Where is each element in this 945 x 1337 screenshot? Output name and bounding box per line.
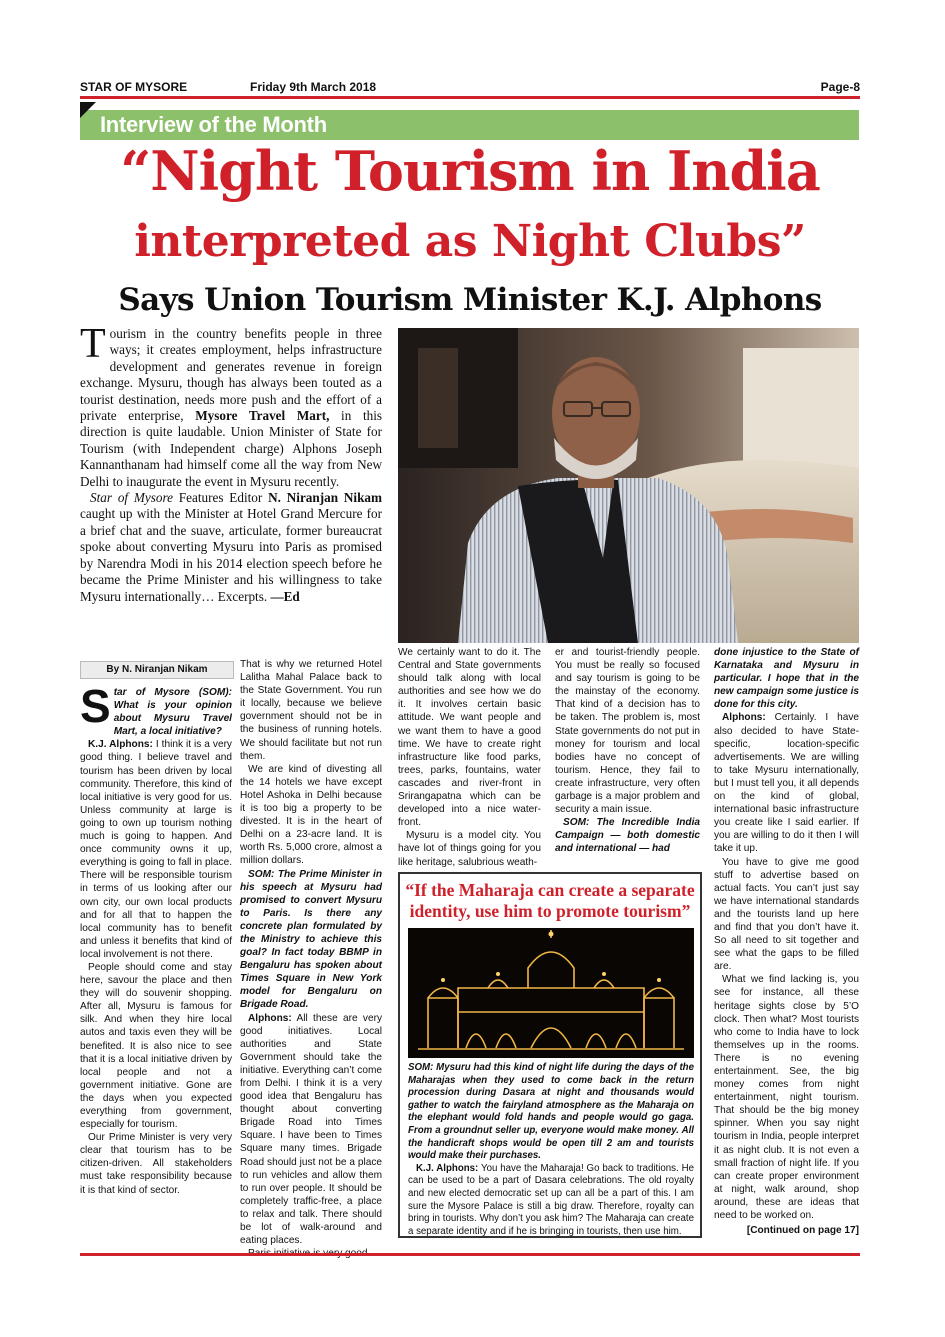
top-rule [80,96,860,99]
intro-editor-mark: —Ed [270,588,300,604]
intro-p1-text-b: in this direction is quite laudable. Union Minister of State for Tourism (with Independent charge) Alphons Joseph Kannanthanam had himself come all the way from New Delhi to inaugurate the event in Mysuru recently. [80,408,383,489]
pullout-answer-label: K.J. Alphons: [416,1162,479,1174]
intro-dropcap: T [80,321,106,367]
palace-illuminated-illustration [408,928,694,1058]
column-4-paragraph-1: er and tourist-friendly people. You must be really so focused and say tourism is going to be the mainstay of the economy. That kind of a decision has to be taken. The problem is, most State governments do not put in money for tourism and local bodies have no concept of tourism. Hence, they fail to create infrastructure, very often garbage is a major problem and security a main issue. [555,647,700,816]
pullout-box-title [400,880,700,922]
answer-3-text: Certainly. I have also decided to have State-specific, location-specific advertisements. We are willing to take Mysuru internationally, but I must tell you, it all depends on the kind of global, international basic infrastructure you create like I said earlier. If you are willing to do it then I will take it up. [714,712,859,855]
intro-p2-italic: Star of Mysore [90,490,173,506]
pullout-box-text [408,1062,694,1238]
mysore-palace-photo [408,928,694,1058]
column-1-paragraph-2: People should come and stay here, savour the place and then they will do souvenir shopping. After all, Mysuru is famous for silk. And when they hire local autos and taxis even they will be benefited. It is also nice to see that it is a local initiative driven by local people and not a government initiative. Gone are the days when you expected everything from government, especially for tourism. [80,961,232,1131]
subheadline: Says Union Tourism Minister K.J. Alphons [118,282,822,318]
intro-p2-text-b: caught up with the Minister at Hotel Grand Mercure for a brief chat and the suave, articulate, former bureaucrat spoke about converting Mysuru into Paris as promised by Narendra Modi in his 2014 election speech before he became the Prime Minister and his willingness to take Mysuru internationally… Excerpts. [80,506,382,604]
article-column-2 [240,658,382,1260]
section-banner-title: Interview of the Month [100,112,327,137]
answer-1-label: K.J. Alphons: [88,739,153,751]
column-1-dropcap: S [80,680,111,732]
intro-p2-bold: N. Niranjan Nikam [268,490,382,506]
column-4-question-3: SOM: The Incredible India Campaign — both domestic and international — had [555,817,700,855]
intro-p1-bold: Mysore Travel Mart, [195,408,330,424]
masthead-paper-name: STAR OF MYSORE [80,80,188,94]
bottom-rule [80,1253,860,1256]
intro-paragraph-1 [80,321,383,490]
article-column-3 [398,646,541,869]
column-5-paragraph-3: What we find lacking is, you see for instance, all these heritage sights close by 5’O clock. Then what? Most tourists who come to India have to lock themselves up in the rooms. There is no evening entertainment. See, the big money comes from night entertainment, night tourism. That should be the big money spinner. When you say night tourism in India, people interpret it as night club. It is not even a small fraction of night life. If you can create proper environment at night, walk around, shop around, these are ideas that need to be worked on. [714,974,859,1222]
answer-3-label: Alphons: [722,712,766,724]
intro-p2-text-a: Features Editor [172,490,269,506]
column-2-question-2: SOM: The Prime Minister in his speech at Mysuru had promised to convert Mysuru to Paris. Is there any concrete plan formulated by the Ministry to achieve this goal? In fact today BBMP in Bengaluru has spoken about Times Square in New York model for Bengaluru on Brigade Road. [240,868,382,1011]
answer-2-text: All these are very good initiatives. Local authorities and State Government should take the initiative. Everything can’t come from Delhi. I think it is a very good idea that Bengaluru has thought about converting Brigade Road into Times Square. I have been to Times Square many times. Brigade Road should just not be a place to run vehicles and allow them to run over people. It should be completely traffic-free, a place to relax and talk. There should be lot of walk-around and eating places. [240,1012,382,1247]
pullout-question: SOM: Mysuru had this kind of night life during the days of the Maharajas when they used to come back in the return procession during Dasara at night and thousands would gather to watch the fairyland atmosphere as the Maharaja on the elephant would fold hands and people would go gaga. From a groundnut seller up, everyone would make money. All the handicraft shops would be open till 2 am and tourists would make their purchases. [408,1062,694,1162]
masthead-page-number: Page-8 [820,80,860,94]
headline-line-2: interpreted as Night Clubs” [134,216,806,267]
masthead-date: Friday 9th March 2018 [250,80,377,94]
article-column-5 [714,646,859,1237]
banner-corner-mark [80,102,96,118]
pullout-title-line-2: identity, use him to promote tourism” [409,901,691,921]
column-1-question-1 [80,680,232,738]
column-3-paragraph-2: Mysuru is a model city. You have lot of things going for you like heritage, salubrious weath- [398,830,541,868]
headline-line-1: “Night Tourism in India [120,139,820,203]
article-column-1 [80,680,232,1197]
column-5-answer-3 [714,711,859,855]
masthead [80,78,860,98]
column-2-paragraph-1: That is why we returned Hotel Lalitha Mahal Palace back to the State Government. You run it locally, because we believe government should not be in the business of running hotels. We should facilitate but not run them. [240,659,382,762]
minister-photo [398,328,859,643]
intro-text [80,321,383,605]
column-1-answer-1 [80,738,232,961]
pullout-title-line-1: “If the Maharaja can create a separate [405,880,695,900]
column-5-question-3-cont: done injustice to the State of Karnataka and Mysuru in particular. I hope that in the new campaign some justice is done for this city. [714,647,859,711]
answer-1-text: I think it is a very good thing. I believe travel and tourism has been driven by local community. Therefore, this kind of local initiative is very good for us. Unless community at large is going to own up tourism nothing much is going to happen. And once community owns it up, everything is going to fall in place. There will be responsible tourism in terms of us looking after our own city, our own local products and for all that to happen the local community has to benefit and unless it benefits that kind of local involvement is not there. [80,739,232,960]
pullout-box [398,872,702,1238]
intro-paragraph-2 [80,490,382,605]
column-5-paragraph-2: You have to give me good stuff to advertise based on actual facts. You can’t just say we have international standards and the tourists land up here and find that you don’t have it. So all need to sit together and see what the gaps to be filled are. [714,856,859,973]
continued-on-page-link[interactable]: [Continued on page 17] [746,1225,859,1237]
pullout-answer-text: You have the Maharaja! Go back to traditions. He can be used to be a part of Dasara celebrations. The old royalty and new elected democratic set up can all be a part of this. I am sure the Mysore Palace is still a big draw. Therefore, royalty can bring in tourists. Why don’t you ask him? The Maharaja can create a separate identity and if he is bringing in tourists, then use him. [408,1162,695,1237]
minister-photo-illustration [398,328,859,643]
column-1-paragraph-3: Our Prime Minister is very very clear that tourism has to be citizen-driven. All stakeholders must take responsibility because it is that kind of sector. [80,1132,232,1196]
byline: By N. Niranjan Nikam [80,661,234,679]
column-2-answer-2 [240,1012,382,1248]
answer-2-label: Alphons: [248,1012,292,1024]
article-column-4 [555,646,700,856]
pullout-answer [408,1163,694,1239]
question-1-text: tar of Mysore (SOM): What is your opinion about Mysuru Travel Mart, a local initiative? [113,687,232,738]
intro-p1-text-a: ourism in the country benefits people in three ways; it creates employment, helps infrastructure development and generates revenue in foreign exchange. Mysuru, though has always been touted as a tourist destination, needs more push and the effort of a private enterprise, [80,326,382,424]
column-3-paragraph-1: We certainly want to do it. The Central and State governments should talk along with local authorities and see how we do it. It involves certain basic attitude. We want people and we want them to have a good time. We have to create right infrastructure like food parks, trees, parks, fountains, water cascades and river-front in Srirangapatna which can be developed into a nice water-front. [398,647,541,829]
column-2-paragraph-2: We are kind of divesting all the 14 hotels we have except Hotel Ashoka in Delhi because it is too big a property to be divested. It is in the heart of Delhi on a 23-acre land. It is worth Rs. 5,000 crore, almost a million dollars. [240,763,382,867]
